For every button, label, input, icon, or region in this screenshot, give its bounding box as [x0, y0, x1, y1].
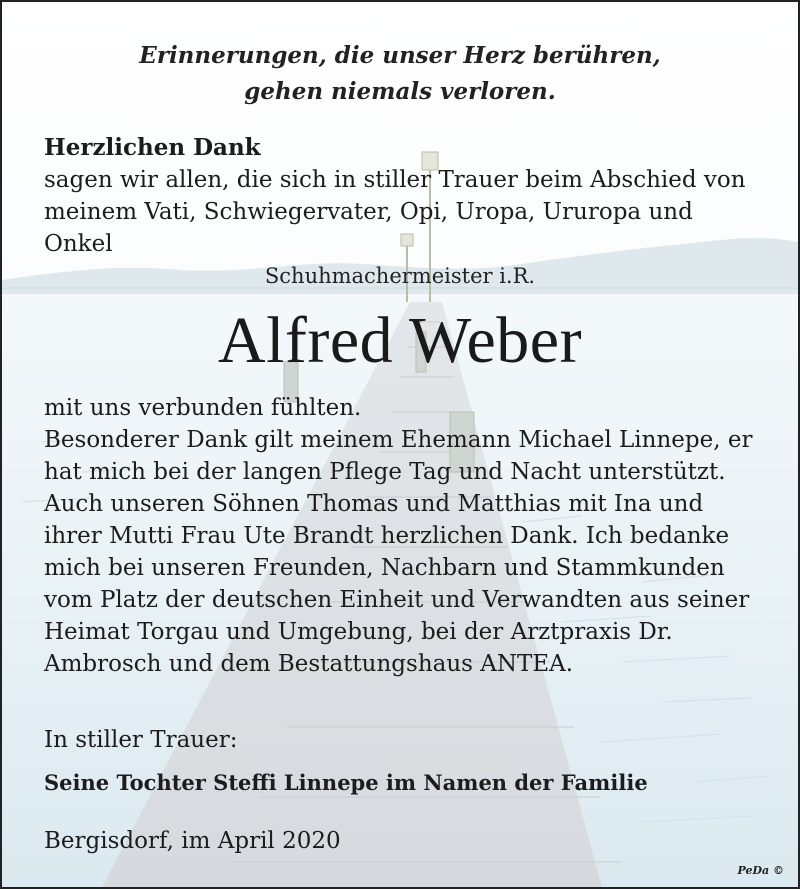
body-line: ihrer Mutti Frau Ute Brandt herzlichen Dank. Ich bedanke: [44, 523, 730, 549]
body-line: hat mich bei der langen Pflege Tag und Nacht unterstützt.: [44, 459, 726, 485]
body-line: mit uns verbunden fühlten.: [44, 395, 362, 421]
deceased-title: Schuhmachermeister i.R.: [264, 264, 536, 288]
thanks-intro: [44, 132, 764, 260]
body-line: Auch unseren Söhnen Thomas und Matthias mit Ina und: [44, 491, 704, 517]
body-line: Heimat Torgau und Umgebung, bei der Arztpraxis Dr.: [44, 619, 673, 645]
mourning-label: In stiller Trauer:: [44, 727, 238, 753]
thanks-heading: Herzlichen Dank: [44, 134, 261, 161]
body-line: vom Platz der deutschen Einheit und Verwandten aus seiner: [44, 587, 750, 613]
body-line: Besonderer Dank gilt meinem Ehemann Michael Linnepe, er: [44, 427, 753, 453]
body-line: mich bei unseren Freunden, Nachbarn und Stammkunden: [44, 555, 725, 581]
quote-line-1: Erinnerungen, die unser Herz berühren,: [139, 42, 661, 69]
quote-line-2: gehen niemals verloren.: [244, 78, 556, 105]
intro-line: meinem Vati, Schwiegervater, Opi, Uropa, Ururopa und: [44, 199, 693, 225]
deceased-name: Alfred Weber: [217, 304, 583, 377]
body-line: Ambrosch und dem Bestattungshaus ANTEA.: [44, 651, 574, 677]
memorial-quote: [2, 38, 798, 110]
place-date: Bergisdorf, im April 2020: [44, 828, 341, 854]
signatory: Seine Tochter Steffi Linnepe im Namen der Familie: [44, 770, 648, 795]
intro-line: Onkel: [44, 231, 113, 257]
designer-signature: PeDa ©: [737, 864, 784, 877]
thanks-body: [44, 392, 764, 680]
intro-line: sagen wir allen, die sich in stiller Trauer beim Abschied von: [44, 167, 746, 193]
